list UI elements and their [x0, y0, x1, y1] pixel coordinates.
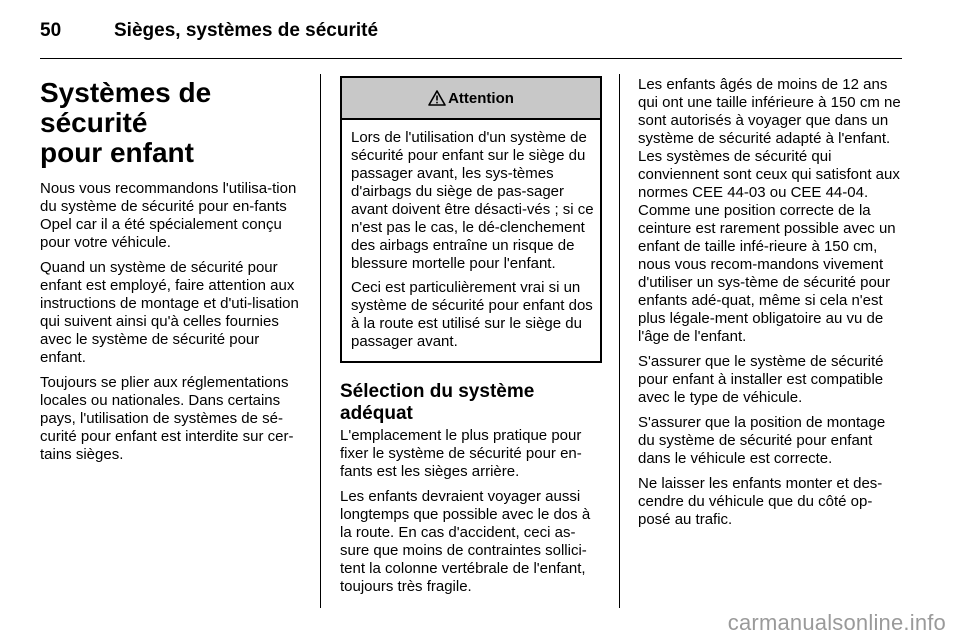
column-3 [638, 76, 902, 536]
column-2 [340, 76, 602, 603]
paragraph: L'emplacement le plus pratique pour fixer le système de sécurité pour en-fants est les sièges arrière. [340, 427, 582, 480]
paragraph: Toujours se plier aux réglementations locales ou nationales. Dans certains pays, l'utilisation de systèmes de sé-curité pour enfant est interdite sur cer-tains sièges. [40, 374, 294, 463]
subsection-title: Sélection du système adéquat [340, 381, 535, 424]
section-title-line-1: Systèmes de sécurité [40, 77, 212, 138]
warning-header [342, 78, 600, 120]
warning-paragraph: Ceci est particulièrement vrai si un système de sécurité pour enfant dos à la route est utilisé sur le siège du passager avant. [351, 279, 593, 350]
warning-triangle-icon [428, 90, 446, 106]
paragraph: Les enfants âgés de moins de 12 ans qui ont une taille inférieure à 150 cm ne sont autorisés à voyager que dans un système de sécurité adapté à l'enfant. Les systèmes de sécurité qui conviennent sont ceux qui satisfont aux normes CEE 44-03 ou CEE 44-04. Comme une position correcte de la ceinture est rarement possible avec un enfant de taille infé-rieure à 150 cm, nous vous recom-mandons vivement d'utiliser un sys-tème de sécurité pour enfants adé-quat, même si cela n'est plus légale-ment obligatoire au vu de l'âge de l'enfant. [638, 76, 901, 345]
page-header [40, 14, 902, 54]
section-title-line-2: pour enfant [40, 137, 194, 168]
paragraph: S'assurer que le système de sécurité pour enfant à installer est compatible avec le type de véhicule. [638, 353, 884, 406]
paragraph: Nous vous recommandons l'utilisa-tion du système de sécurité pour en-fants Opel car il a été spécialement conçu pour votre véhicule. [40, 180, 297, 251]
column-divider-left [320, 74, 321, 608]
chapter-title: Sièges, systèmes de sécurité [114, 20, 379, 41]
watermark: carmanualsonline.info [727, 610, 946, 635]
header-divider [40, 58, 902, 59]
paragraph: Ne laisser les enfants monter et des-cendre du véhicule que du côté op-posé au trafic. [638, 475, 883, 528]
paragraph: S'assurer que la position de montage du système de sécurité pour enfant dans le véhicule est correcte. [638, 414, 886, 467]
section-title [40, 78, 302, 168]
warning-body [342, 120, 600, 361]
page-number: 50 [40, 20, 62, 41]
column-1 [40, 78, 302, 471]
paragraph: Les enfants devraient voyager aussi longtemps que possible avec le dos à la route. En cas d'accident, ceci as-sure que moins de contraintes sollici-tent la colonne vertébrale de l'enfant, toujours très fragile. [340, 488, 591, 595]
warning-label: Attention [448, 89, 514, 107]
warning-box [340, 76, 602, 363]
column-divider-right [619, 74, 620, 608]
warning-paragraph: Lors de l'utilisation d'un système de sécurité pour enfant sur le siège du passager avant, les sys-tèmes d'airbags du siège de pas-sager avant doivent être désacti-vés ; si ce n'est pas le cas, le dé-clenchement des airbags entraîne un risque de blessure mortelle pour l'enfant. [351, 129, 594, 272]
paragraph: Quand un système de sécurité pour enfant est employé, faire attention aux instructions de montage et d'uti-lisation qui suivent ainsi qu'à celles fournies avec le système de sécurité pour enfant. [40, 259, 299, 366]
